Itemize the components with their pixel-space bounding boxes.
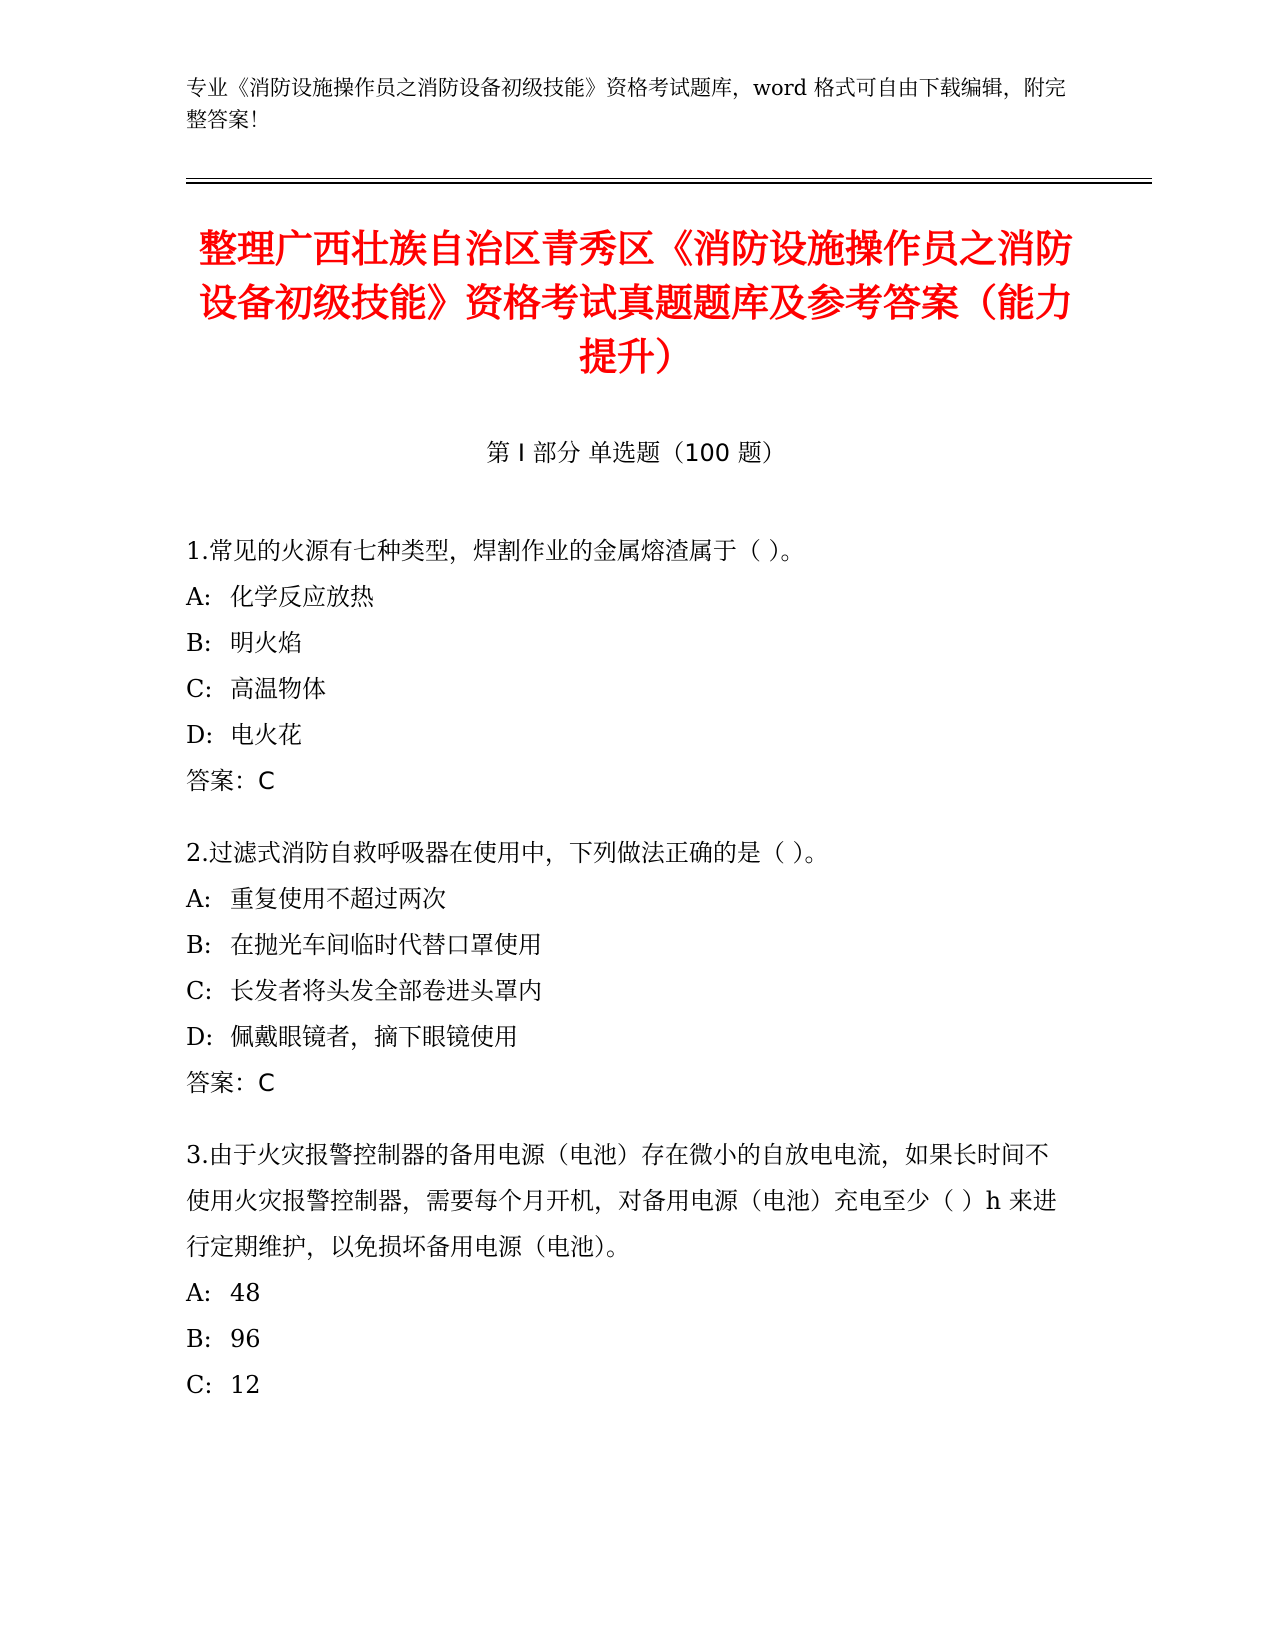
option-b bbox=[186, 1316, 1066, 1362]
option-letter: B: bbox=[186, 931, 212, 959]
question-1 bbox=[186, 528, 1066, 804]
option-d bbox=[186, 712, 1066, 758]
question-stem: 2.过滤式消防自救呼吸器在使用中，下列做法正确的是（ ）。 bbox=[186, 839, 829, 867]
option-text: 48 bbox=[230, 1279, 261, 1307]
option-c bbox=[186, 1362, 1066, 1408]
header-note: 专业《消防设施操作员之消防设备初级技能》资格考试题库，word 格式可自由下载编辑，附完整答案！ bbox=[186, 76, 1066, 132]
question-3 bbox=[186, 1132, 1066, 1408]
option-text: 96 bbox=[230, 1325, 261, 1353]
question-list bbox=[186, 528, 1066, 1434]
header-divider-thick bbox=[186, 182, 1152, 184]
question-2 bbox=[186, 830, 1066, 1106]
option-c bbox=[186, 666, 1066, 712]
option-letter: D: bbox=[186, 721, 214, 749]
option-a bbox=[186, 574, 1066, 620]
option-text: 重复使用不超过两次 bbox=[230, 885, 446, 913]
option-b bbox=[186, 922, 1066, 968]
option-c bbox=[186, 968, 1066, 1014]
question-stem: 1.常见的火源有七种类型，焊割作业的金属熔渣属于（ ）。 bbox=[186, 537, 805, 565]
option-text: 12 bbox=[230, 1371, 261, 1399]
answer-line: 答案：C bbox=[186, 1069, 275, 1097]
document-title: 整理广西壮族自治区青秀区《消防设施操作员之消防设备初级技能》资格考试真题题库及参考答案（能力提升） bbox=[198, 227, 1073, 379]
option-text: 佩戴眼镜者，摘下眼镜使用 bbox=[230, 1023, 518, 1051]
option-letter: B: bbox=[186, 629, 212, 657]
option-letter: C: bbox=[186, 1371, 213, 1399]
option-text: 长发者将头发全部卷进头罩内 bbox=[230, 977, 542, 1005]
option-text: 明火焰 bbox=[230, 629, 302, 657]
option-text: 化学反应放热 bbox=[230, 583, 374, 611]
option-text: 在抛光车间临时代替口罩使用 bbox=[230, 931, 542, 959]
option-letter: C: bbox=[186, 675, 213, 703]
section-heading: 第 I 部分 单选题（100 题） bbox=[486, 439, 786, 467]
option-letter: D: bbox=[186, 1023, 214, 1051]
answer-line: 答案：C bbox=[186, 767, 275, 795]
option-letter: A: bbox=[186, 583, 212, 611]
option-letter: A: bbox=[186, 885, 212, 913]
option-text: 高温物体 bbox=[230, 675, 326, 703]
option-d bbox=[186, 1014, 1066, 1060]
header-divider-thin bbox=[186, 178, 1152, 179]
question-stem: 3.由于火灾报警控制器的备用电源（电池）存在微小的自放电电流，如果长时间不使用火灾报警控制器，需要每个月开机，对备用电源（电池）充电至少（ ）h 来进行定期维护，以免损坏备用电源（电池）。 bbox=[186, 1141, 1057, 1261]
option-a bbox=[186, 1270, 1066, 1316]
option-letter: A: bbox=[186, 1279, 212, 1307]
option-text: 电火花 bbox=[230, 721, 302, 749]
option-a bbox=[186, 876, 1066, 922]
option-letter: B: bbox=[186, 1325, 212, 1353]
option-b bbox=[186, 620, 1066, 666]
option-letter: C: bbox=[186, 977, 213, 1005]
